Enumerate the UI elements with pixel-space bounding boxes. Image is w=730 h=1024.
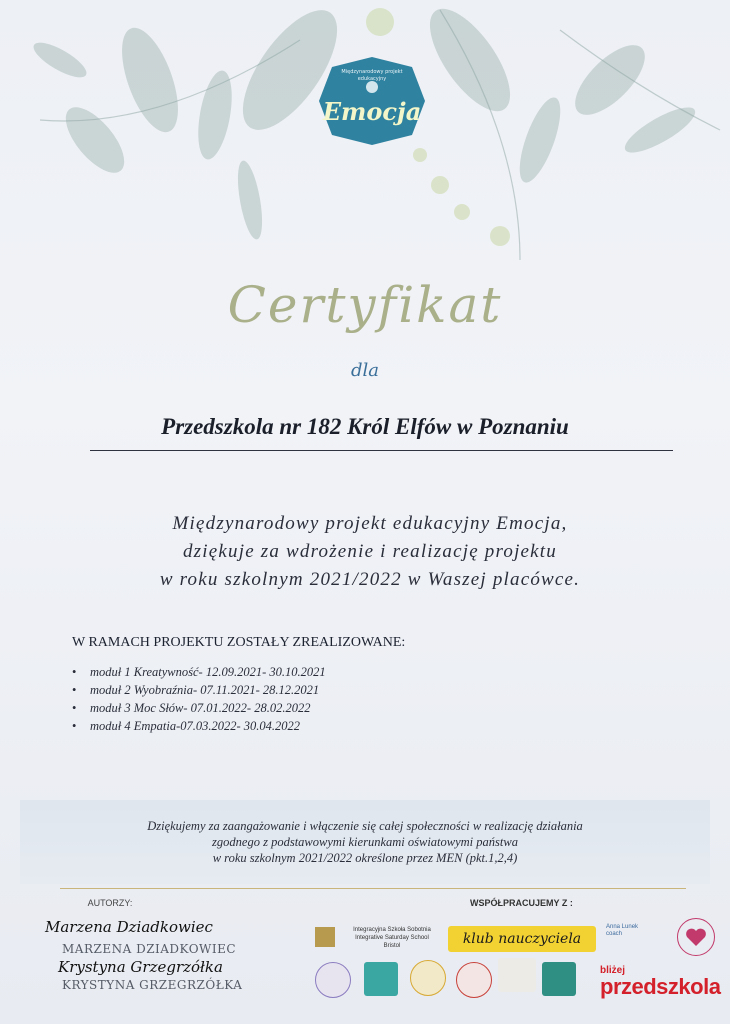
list-item: • moduł 4 Empatia-07.03.2022- 30.04.2022 [72,717,326,735]
list-item: • moduł 2 Wyobraźnia- 07.11.2021- 28.12.2021 [72,681,326,699]
emocja-logo [317,55,427,147]
intro-text [60,510,680,594]
badge-name: Emocja [322,97,422,126]
badge-caption: Międzynarodowy projekt edukacyjny [341,69,403,82]
wspolnie-logo [364,962,398,996]
iss-bristol-logo [315,926,445,950]
sobotnie-logo [498,958,536,992]
intro-line: Międzynarodowy projekt edukacyjny Emocja, [172,513,568,534]
thanks-text [40,818,690,866]
modules-heading: W RAMACH PROJEKTU ZOSTAŁY ZREALIZOWANE: [72,635,406,650]
migamig-logo [315,962,351,998]
klub-nauczyciela-logo: klub nauczyciela [448,926,596,952]
intro-line: dziękuje za wdrożenie i realizację projektu [182,541,557,562]
list-item: • moduł 3 Moc Słów- 07.01.2022- 28.02.2022 [72,699,326,717]
anna-line: coach [606,931,623,937]
modules-list [72,663,326,735]
iss-line: Integracyjna Szkoła Sobotnia [353,927,431,933]
iss-line: Bristol [383,943,401,949]
klub-square-logo [542,962,576,996]
book-logo [456,962,492,998]
blizej-bottom: przedszkola [600,974,721,999]
intro-line: w roku szkolnym 2021/2022 w Waszej placówce. [159,569,581,590]
recipient-underline [90,450,673,451]
thanks-line: Dziękujemy za zaangażowanie i włączenie się całej społeczności w realizację działania [147,819,583,833]
author-name-1: MARZENA DZIADKOWIEC [62,942,237,956]
list-item: • moduł 1 Kreatywność- 12.09.2021- 30.10.2021 [72,663,326,681]
puzzle-icon [315,927,335,947]
thanks-line: zgodnego z podstawowymi kierunkami oświatowymi państwa [212,835,518,849]
anna-line: Anna Lunek [606,924,639,930]
for-label: dla [350,360,379,381]
recipient-name: Przedszkola nr 182 Król Elfów w Poznaniu [161,414,569,439]
signature-1: Marzena Dziadkowiec [45,918,213,936]
footer-divider [60,888,686,889]
iss-line: Integrative Saturday School [355,935,429,941]
thanks-line: w roku szkolnym 2021/2022 określone przez MEN (pkt.1,2,4) [212,851,518,865]
lightbulb-logo [410,960,446,996]
partners-heading: WSPÓŁPRACUJEMY Z : [470,898,573,908]
certificate-title: Certyfikat [227,276,503,334]
blizej-przedszkola-logo [600,965,721,999]
author-name-2: KRYSTYNA GRZEGRZÓŁKA [62,978,243,992]
heart-logo [677,918,715,956]
signature-2: Krystyna Grzegrzółka [58,958,223,976]
authors-heading: AUTORZY: [87,898,133,908]
blizej-top: bliżej [600,965,626,976]
anna-lunek-logo [606,924,666,938]
